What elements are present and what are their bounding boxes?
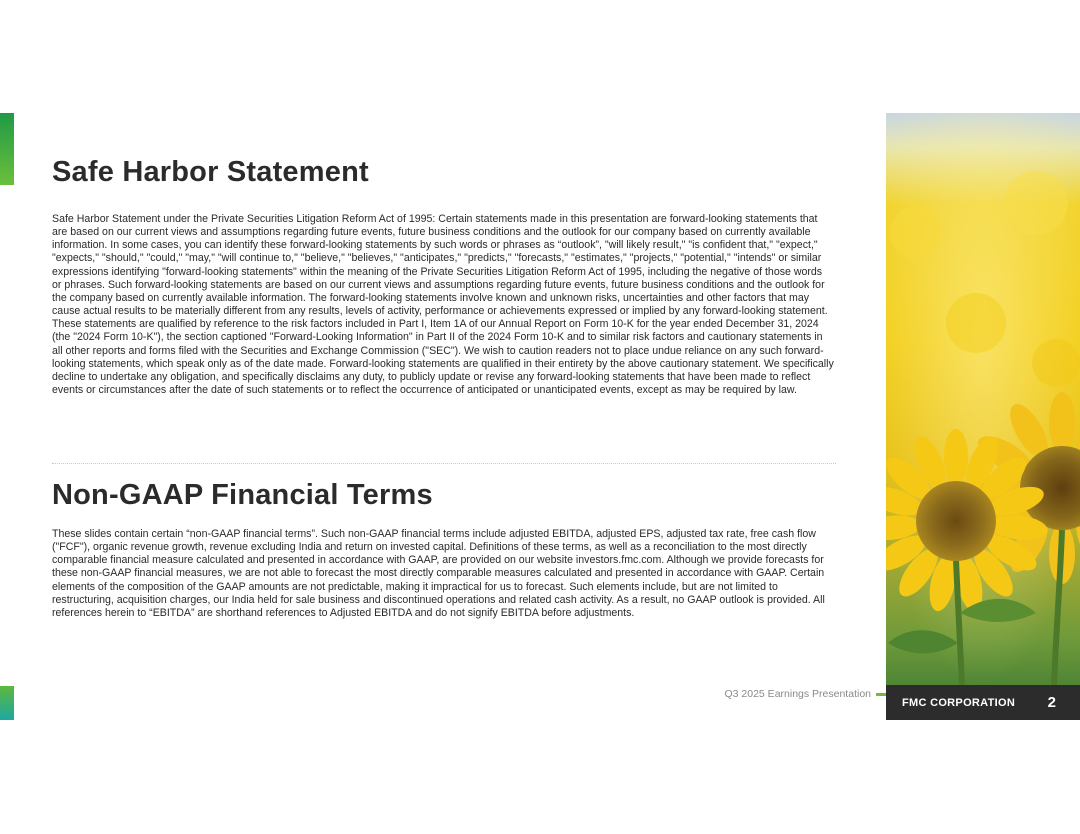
section-divider (52, 463, 836, 464)
non-gaap-title: Non-GAAP Financial Terms (52, 479, 433, 511)
slide (0, 113, 1080, 720)
non-gaap-body: These slides contain certain “non-GAAP financial terms”. Such non-GAAP financial terms include adjusted EBITDA, adjusted EPS, adjusted tax rate, free cash flow ("FCF"), organic revenue growth, revenue excluding India and return on invested capital. Definitions of these terms, as well as a reconciliation to the most directly comparable financial measure calculated and presented in accordance with GAAP, are provided on our website investors.fmc.com. Although we provide forecasts for these non-GAAP financial measures, we are not able to forecast the most directly comparable measures calculated and presented in accordance with GAAP. Certain elements of the composition of the GAAP amounts are not predictable, making it impractical for us to forecast. Such elements include, but are not limited to restructuring, acquisition charges, our India held for sale business and discontinued operations and related cash activity. As a result, no GAAP outlook is provided. All references herein to “EBITDA” are shorthand references to Adjusted EBITDA and do not signify EBITDA before adjustments. (52, 528, 825, 619)
green-accent-bar-top (0, 113, 14, 185)
safe-harbor-body: Safe Harbor Statement under the Private Securities Litigation Reform Act of 1995: Certain statements made in this presentation are forward-looking statements that are based on our current views and assumptions regarding future events, future business conditions and the outlook for our company based on currently available information. In some cases, you can identify these forward-looking statements by such words or phrases as “outlook”, "will likely result," "is confident that," "expect," "expects," "should," "could," "may," "will continue to," "believe," "believes," "anticipates," "predicts," "forecasts," "estimates," "projects," "potential," "intends" or similar expressions identifying "forward-looking statements" within the meaning of the Private Securities Litigation Reform Act of 1995, including the negative of those words or phrases. Such forward-looking statements are based on our current views and assumptions regarding future events, future business conditions and the outlook for the company based on currently available information. The forward-looking statements involve known and unknown risks, uncertainties and other factors that may cause actual results to be materially different from any results, levels of activity, performance or achievements expressed or implied by any forward-looking statement. These statements are qualified by reference to the risk factors included in Part I, Item 1A of our Annual Report on Form 10-K for the year ended December 31, 2024 (the "2024 Form 10-K"), the section captioned "Forward-Looking Information" in Part II of the 2024 Form 10-K and to similar risk factors and cautionary statements in all other reports and forms filed with the Securities and Exchange Commission ("SEC"). We wish to caution readers not to place undue reliance on any such forward-looking statements, which speak only as of the date made. Forward-looking statements are qualified in their entirety by the above cautionary statement. We specifically decline to undertake any obligation, and specifically disclaims any duty, to publicly update or revise any forward-looking statements that have been made to reflect events or circumstances after the date of such statements or to reflect the occurrence of anticipated or unanticipated events, except as may be required by law. (52, 213, 834, 397)
page-number: 2 (1047, 694, 1056, 711)
footer-brand-bar (886, 685, 1080, 720)
fmc-corporation-logo-text: FMC CORPORATION (902, 697, 1016, 709)
sunflower-field-photo (886, 113, 1080, 685)
footer-presentation-label: Q3 2025 Earnings Presentation (724, 688, 871, 700)
safe-harbor-title: Safe Harbor Statement (52, 156, 369, 188)
green-accent-bar-bottom (0, 686, 14, 720)
